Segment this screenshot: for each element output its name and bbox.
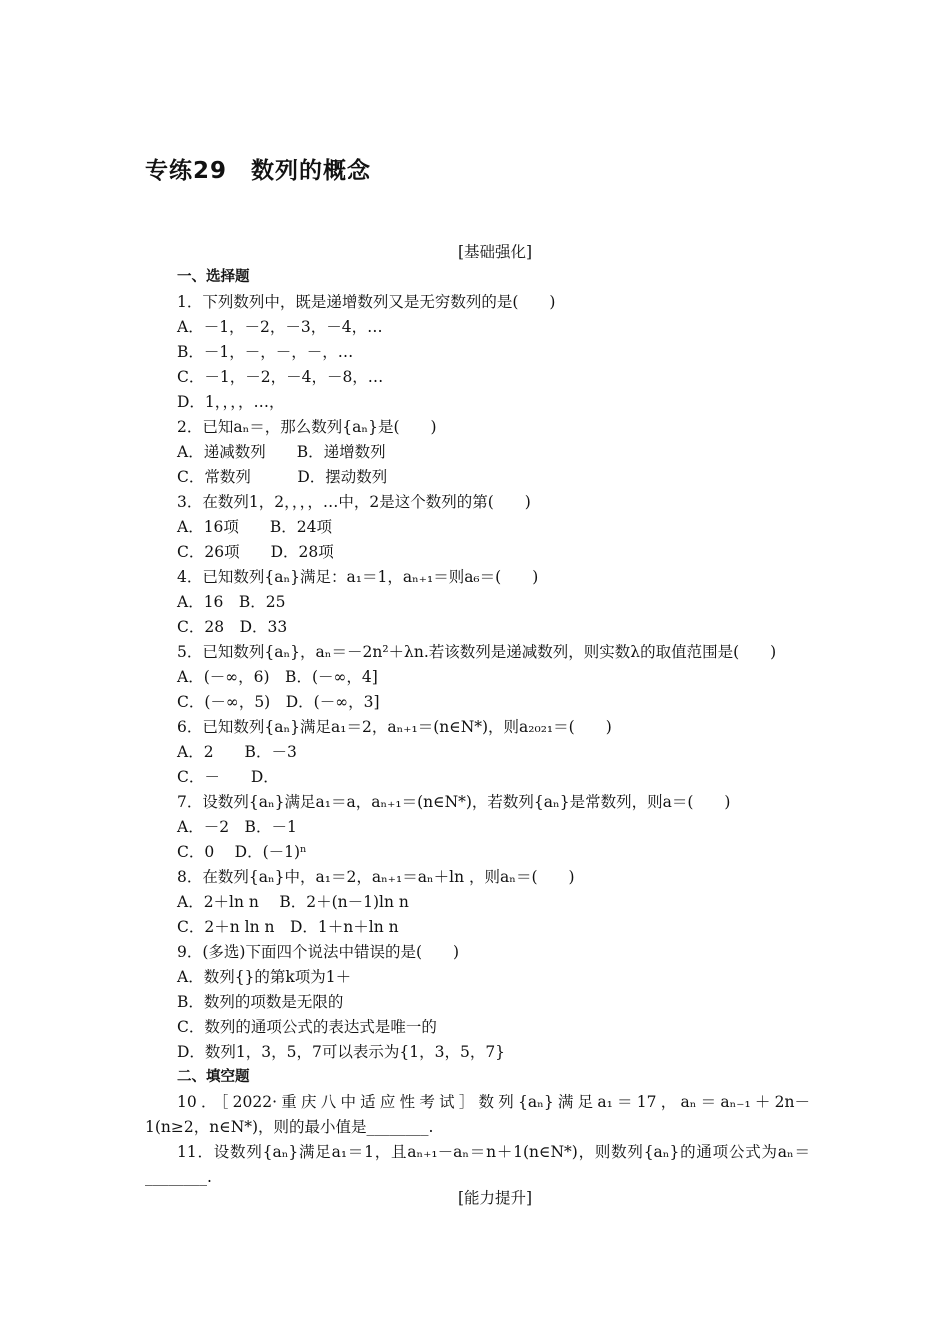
question-line: 7．设数列{aₙ}满足a₁＝a，aₙ₊₁＝(n∈N*)，若数列{aₙ}是常数列，则a＝( ): [177, 793, 731, 811]
question-line: C．26项 D．28项: [177, 543, 334, 561]
question-line: A．－2 B．－1: [177, 818, 297, 836]
question-line: C．－ D．: [177, 768, 279, 786]
question-line: 1．下列数列中，既是递增数列又是无穷数列的是( ): [177, 293, 556, 311]
question-line: C．0 D．(－1)ⁿ: [177, 843, 307, 861]
question-line: A．(－∞，6) B．(－∞，4]: [177, 668, 378, 686]
section-advanced-heading: [能力提升]: [457, 1189, 533, 1207]
section-label: 一、选择题: [177, 269, 250, 285]
question-line: A．递减数列 B．递增数列: [177, 443, 386, 461]
question-line: C．28 D．33: [177, 618, 288, 636]
question-line: 9．(多选)下面四个说法中错误的是( ): [177, 943, 460, 961]
question-line: A．16项 B．24项: [177, 518, 333, 536]
section-basic-heading: [基础强化]: [457, 243, 533, 261]
question-line: A．2 B．－3: [177, 743, 297, 761]
question-list: [145, 265, 810, 1190]
question-line: C．(－∞，5) D．(－∞，3]: [177, 693, 380, 711]
question-line: C．数列的通项公式的表达式是唯一的: [177, 1018, 437, 1036]
question-line: D．1，，，，…，: [177, 393, 285, 411]
page-title: 专练29 数列的概念: [145, 158, 372, 184]
question-line: A．2＋ln n B．2＋(n－1)ln n: [177, 893, 409, 911]
question-line: D．数列1，3，5，7可以表示为{1，3，5，7}: [177, 1043, 506, 1061]
question-line: B．－1，－，－，－，…: [177, 343, 354, 361]
question-line: A．16 B．25: [177, 593, 286, 611]
question-line: 11．设数列{aₙ}满足a₁＝1，且aₙ₊₁－aₙ＝n＋1(n∈N*)，则数列{aₙ}的通项公式为aₙ＝: [177, 1143, 810, 1161]
section-label: 二、填空题: [177, 1069, 250, 1085]
question-line: 1(n≥2，n∈N*)，则的最小值是________.: [145, 1118, 434, 1136]
question-line: 6．已知数列{aₙ}满足a₁＝2，aₙ₊₁＝(n∈N*)，则a₂₀₂₁＝( ): [177, 718, 612, 736]
question-line: A．数列{}的第k项为1＋: [177, 968, 352, 986]
question-line: 5．已知数列{aₙ}，aₙ＝－2n²＋λn.若该数列是递减数列，则实数λ的取值范围是( ): [177, 643, 777, 661]
question-line: 4．已知数列{aₙ}满足：a₁＝1，aₙ₊₁＝则a₆＝( ): [177, 568, 539, 586]
question-line: C．－1，－2，－4，－8，…: [177, 368, 384, 386]
question-line: 10．［2022·重庆八中适应性考试］数列{aₙ}满足a₁＝17，aₙ＝aₙ₋₁＋2n－: [177, 1093, 810, 1111]
question-line: A．－1，－2，－3，－4，…: [177, 318, 383, 336]
question-line: ________.: [145, 1168, 212, 1186]
question-line: C．常数列 D．摆动数列: [177, 468, 388, 486]
question-line: 3．在数列1，2，，，，…中，2是这个数列的第( ): [177, 493, 531, 511]
question-line: C．2＋n ln n D．1＋n＋ln n: [177, 918, 399, 936]
question-line: 8．在数列{aₙ}中，a₁＝2，aₙ₊₁＝aₙ＋ln ，则aₙ＝( ): [177, 868, 575, 886]
question-line: B．数列的项数是无限的: [177, 993, 344, 1011]
question-line: 2．已知aₙ＝，那么数列{aₙ}是( ): [177, 418, 437, 436]
